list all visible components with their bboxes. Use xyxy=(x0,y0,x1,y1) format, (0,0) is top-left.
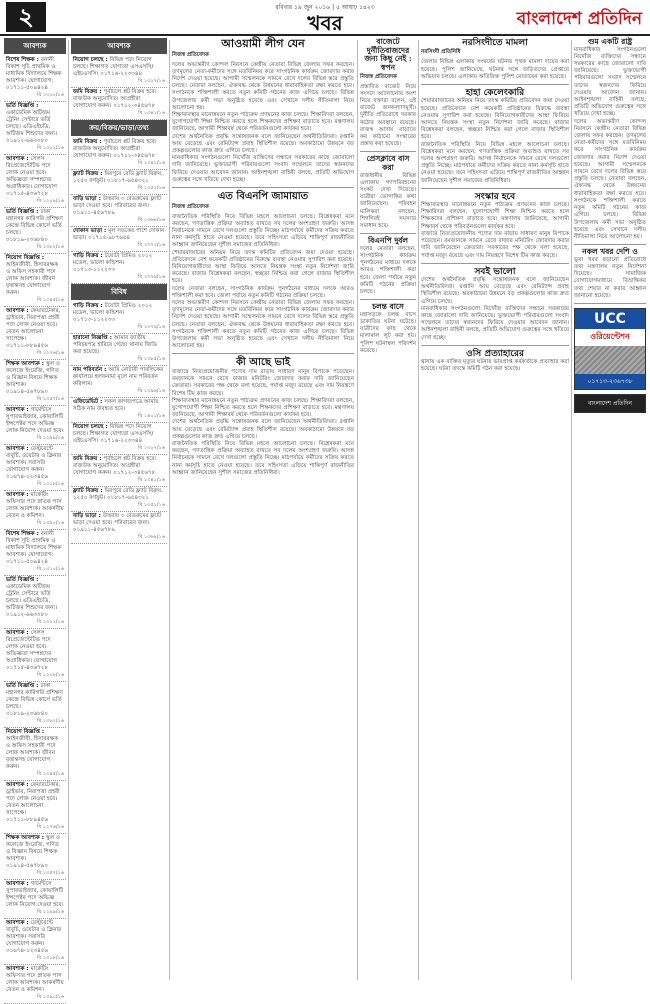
classifieds-heading-bottom: বিবিধ xyxy=(71,284,167,300)
classified-item-text: কেয়ারটেকার, ড্রাইভার, নিরাপত্তা প্রহরী পদে লোক নেওয়া হবে। বেতন আলোচনা সাপেক্ষে। ০১৭১১-৮৮৯৪৫৬ xyxy=(6,782,61,823)
classified-item-text: স্কুল ও কলেজে ইংরেজি, গণিত ও বিজ্ঞান বিষয়ে শিক্ষক আবশ্যক। ০১৯১৪-৫৬৭৮৯০ xyxy=(6,361,61,395)
story13-body-cont: দলের অভ্যন্তরীণ কোন্দল নিরসনে কেন্দ্রীয় নেতারা বিভিন্ন জেলায় সফর করছেন। তৃণমূলের নেতা-কর্মীদের সঙ্গে মতবিনিময় করে সাংগঠনিক কার্যক্রম জোরদার করার নির্দেশ দেওয়া হয়েছে। আগামী সম্মেলনকে সামনে রেখে দলের বিভিন্ন স্তরে প্রস্তুতি চলছে। নেতারা বলছেন, ঐক্যবদ্ধ থেকে উন্নয়নের ধারাবাহিকতা রক্ষা করতে হবে। সংগঠনকে শক্তিশালী করতে নতুন কমিটি গঠনের কাজ এগিয়ে চলছে। বিভিন্ন উপজেলায় কর্মী সভা অনুষ্ঠিত হয়েছে এবং সেখানে দলীয় নীতিমালা নিয়ে আলোচনা হয়। xyxy=(574,118,646,240)
classified-item-title: ভর্তি বিজ্ঞপ্তি : xyxy=(6,103,39,109)
classified-item-code: বি ১২০৮/১৬ xyxy=(37,672,64,678)
classified-item-title: আবশ্যক : xyxy=(6,446,31,452)
classifieds-mid-list-middle xyxy=(71,138,167,284)
classified-item-text: সেলস রিপ্রেজেন্টেটিভ পদে লোক নেওয়া হবে। অভিজ্ঞতা সম্পন্নদের অগ্রাধিকার। যোগাযোগ ০১৭১৫-৪৩৬৭২৮ xyxy=(6,630,57,671)
classified-item xyxy=(4,728,66,781)
classified-item-text: একাডেমিক অটিজম ট্রেনিং সেন্টারে ভর্তি চলছে। এডিএইচডি, অটিজম শিশুদের জন্য। ০১৯১২-৬৬৩০৮০ xyxy=(6,584,58,618)
story3-byline: নরসিংদী প্রতিনিধি xyxy=(421,49,461,56)
classified-item-title: বাড়ি ভাড়া : xyxy=(73,196,103,202)
story9-body-cont: বাজারে নিত্যপ্রয়োজনীয় পণ্যের দাম বাড়ায় সাধারণ মানুষ বিপাকে পড়েছেন। রমজানকে সামনে রেখে বাজার মনিটরিং জোরদার করার দাবি জানিয়েছেন ক্রেতারা। সরকারের পক্ষ থেকে বলা হয়েছে, পর্যাপ্ত মজুদ রয়েছে এবং দাম নিয়ন্ত্রণে বিশেষ টিম কাজ করছে। xyxy=(421,230,569,259)
classified-item-title: নিয়োগ চলছে : xyxy=(73,57,110,63)
story6-body: দলের নেতারা বলছেন, সাংগঠনিক কার্যক্রম পুনর্গঠনের মাধ্যমে দলকে আরও শক্তিশালী করা হবে। জেলা পর্যায়ে নতুন কমিটি গঠনের প্রক্রিয়া চলছে। xyxy=(360,245,416,296)
story13-body: মানবাধিকার সংগঠনগুলো নিখোঁজ ব্যক্তিদের সন্ধানে সরকারের কাছে জোরালো দাবি জানিয়েছে। ভুক্তভোগী পরিবারগুলো সংবাদ সম্মেলনে তাদের স্বজনদের ফিরিয়ে দেওয়ার আবেদন জানান। আইনশৃঙ্খলা বাহিনী বলছে, প্রতিটি অভিযোগ গুরুত্বের সঙ্গে খতিয়ে দেখা হচ্ছে। xyxy=(574,46,646,118)
story4-body: শেয়ারবাজারের অনিয়ম নিয়ে তদন্ত কমিটির প্রতিবেদন জমা দেওয়া হয়েছে। প্রতিবেদনে বেশ কয়েকটি প্রতিষ্ঠানের বিরুদ্ধে ব্যবস্থা নেওয়ার সুপারিশ করা হয়েছে। বিনিয়োগকারীদের আস্থা ফিরিয়ে আনতে নিয়ন্ত্রক সংস্থা নতুন নির্দেশনা জারি করেছে। বাজার বিশ্লেষকরা বলছেন, স্বচ্ছতা নিশ্চিত করা গেলে বাজার স্থিতিশীল হবে। xyxy=(421,98,569,141)
classified-item-title: আবশ্যক : xyxy=(6,782,31,788)
classified-item-text: আমার জাতীয় পরিচয়পত্র হারিয়ে গেছে। থানায় জিডি করা হয়েছে। xyxy=(73,335,157,355)
classified-item-text: বনানী বিকাশ সূচি প্রাথমিক ও মাধ্যমিক বিদ্যালয়ে শিক্ষক আবশ্যক। যোগাযোগ: ০১৭১১-৫০৯৪২৪ xyxy=(6,531,62,565)
classified-item-title: বিশেষ শিক্ষক : xyxy=(6,57,41,63)
classified-item-text: সেলস রিপ্রেজেন্টেটিভ পদে লোক নেওয়া হবে। অভিজ্ঞতা সম্পন্নদের অগ্রাধিকার। যোগাযোগ ০১৭১৫-৪৩৬৭২৮ xyxy=(6,156,57,197)
classified-item-text: ঢাকা মহানগর কারিগরি প্রশিক্ষণ কেন্দ্রে বিভিন্ন কোর্সে ভর্তি চলছে। ০১৮১৯-২৩৬৮৪০ xyxy=(6,683,63,717)
classified-item-code: বি ১৩১৮/১৬ xyxy=(37,955,64,961)
story12-body: মহাসড়কে চলন্ত বাসে ডাকাতির ঘটনা ঘটেছে। যাত্রীদের কাছ থেকে মালামাল লুট করা হয়। পুলিশ ঘটনাস্থল পরিদর্শন করেছে। xyxy=(360,311,416,354)
classified-item-code: বি ১৩৪৫/১৬ xyxy=(37,771,64,777)
classified-item-code: বি ১৩২৭/১৬ xyxy=(138,445,165,451)
story2-headline: বাজেটে দুর্নীতিবাজদের জন্য কিছু নেই : স্বপন xyxy=(364,37,412,72)
classified-item-code: বি ১২৭৬/১৬ xyxy=(37,350,64,356)
classified-item-title: গাড়ি বিক্রয় : xyxy=(73,303,105,309)
classified-item xyxy=(71,252,167,284)
story12-headline: চলন্ত বাসে xyxy=(372,302,404,312)
classified-item xyxy=(71,56,167,88)
classified-item-title: বিশেষ শিক্ষক : xyxy=(6,531,41,537)
story10-body-cont: মানবাধিকার সংগঠনগুলো নিখোঁজ ব্যক্তিদের সন্ধানে সরকারের কাছে জোরালো দাবি জানিয়েছে। ভুক্তভোগী পরিবারগুলো সংবাদ সম্মেলনে তাদের স্বজনদের ফিরিয়ে দেওয়ার আবেদন জানান। আইনশৃঙ্খলা বাহিনী বলছে, প্রতিটি অভিযোগ গুরুত্বের সঙ্গে খতিয়ে দেখা হচ্ছে। xyxy=(421,305,569,341)
classified-item xyxy=(71,170,167,195)
classifieds-mid-column xyxy=(71,38,167,984)
classified-item-title: আবশ্যক : xyxy=(6,630,31,636)
story8-body-cont2: দেশের অর্থনৈতিক প্রবৃদ্ধি সন্তোষজনক বলে জানিয়েছেন অর্থনীতিবিদরা। রপ্তানি আয় বেড়েছে এবং রেমিট্যান্স প্রবাহ স্থিতিশীল রয়েছে। অবকাঠামো উন্নয়নে বড় প্রকল্পগুলোর কাজ দ্রুত এগিয়ে চলছে। xyxy=(172,419,354,440)
classified-item xyxy=(4,155,66,208)
classified-item-code: বি ১৩১০/১৬ xyxy=(37,566,64,572)
classified-item xyxy=(71,423,167,455)
classified-item-title: ভর্তি বিজ্ঞপ্তি : xyxy=(6,577,39,583)
classified-item xyxy=(71,195,167,227)
classified-item-code: বি ১৩৫৭/১৬ xyxy=(37,396,64,402)
classified-item-title: ভর্তি বিজ্ঞপ্তি : xyxy=(6,209,41,215)
classified-item-text: পূর্বাচলে প্লট বিক্রয় হবে। রাজউক অনুমোদিত। আগ্রহীরা যোগাযোগ করুন। ০১৭১২-৩৪৫৬৭৮ xyxy=(73,139,157,159)
story8-body: বাজারে নিত্যপ্রয়োজনীয় পণ্যের দাম বাড়ায় সাধারণ মানুষ বিপাকে পড়েছেন। রমজানকে সামনে রেখে বাজার মনিটরিং জোরদার করার দাবি জানিয়েছেন ক্রেতারা। সরকারের পক্ষ থেকে বলা হয়েছে, পর্যাপ্ত মজুদ রয়েছে এবং দাম নিয়ন্ত্রণে বিশেষ টিম কাজ করছে। xyxy=(172,368,354,397)
classified-item xyxy=(71,88,167,120)
story14-body: ভুয়া খবর ছড়ানো প্রতিরোধে তথ্য মন্ত্রণালয় নতুন নির্দেশনা দিয়েছে। সামাজিক যোগাযোগমাধ্যমে বিভ্রান্তিকর তথ্য শেয়ার না করার আহ্বান জানানো হয়েছে। xyxy=(574,256,646,299)
classified-item-text: উত্তরায় ৩ বেডরুমের ফ্ল্যাট ভাড়া দেওয়া হবে। পরিবারের জন্য। ০১৯১১-৪৫৬৭৮৯ xyxy=(73,196,162,216)
classified-item-text: স্কুল ও কলেজে ইংরেজি, গণিত ও বিজ্ঞান বিষয়ে শিক্ষক আবশ্যক। ০১৯১৪-৫৬৭৮৯০ xyxy=(6,835,61,869)
classified-item-text: রেস্টুরেন্টে বাবুর্চি, ওয়েটার ও ক্লিনার আবশ্যক। সরাসরি যোগাযোগ করুন। ০১৬৭৪-১২৩৪৫৬ xyxy=(6,920,62,954)
classified-item xyxy=(4,307,66,360)
classified-item-code: বি ১৩৬৮/১৬ xyxy=(138,534,165,540)
section-title: খবর xyxy=(307,11,343,35)
classified-item-text: কেয়ারটেকার, ড্রাইভার, নিরাপত্তা প্রহরী পদে লোক নেওয়া হবে। বেতন আলোচনা সাপেক্ষে। ০১৭১১-৮৮৯৪৫৬ xyxy=(6,308,61,349)
classified-item-text: আইনজীবী, হিসাবরক্ষক ও অফিস সহকারী পদে লোক আবশ্যক। জীবন বৃত্তান্তসহ যোগাযোগ করুন। xyxy=(6,262,59,296)
classified-item-text: গার্মেন্টসে সুপারভাইজার, কোয়ালিটি ইন্সপেক্টর পদে অভিজ্ঞ লোক নিয়োগ দেওয়া হবে। xyxy=(6,881,64,908)
classified-item-title: আবশ্যক : xyxy=(6,881,31,887)
story3-body: জেলার বিভিন্ন এলাকায় সংঘর্ষের ঘটনায় পৃথক মামলা দায়ের করা হয়েছে। পুলিশ জানিয়েছে, ঘটনার সঙ্গে জড়িতদের গ্রেপ্তারে অভিযান চলছে। এলাকায় অতিরিক্ত পুলিশ মোতায়েন করা হয়েছে। xyxy=(421,59,569,80)
classified-item-text: ঢাকা মহানগর কারিগরি প্রশিক্ষণ কেন্দ্রে বিভিন্ন কোর্সে ভর্তি চলছে। ০১৮১৯-২৩৬৮৪০ xyxy=(6,209,63,243)
classified-item-code: বি ১৩২৭/১৬ xyxy=(138,78,165,84)
story4-body-cont: রাজনৈতিক পরিস্থিতি নিয়ে বিভিন্ন মহলে আলোচনা চলছে। বিশ্লেষকরা মনে করছেন, গণতান্ত্রিক প্রক্রিয়া অব্যাহত রাখতে সব দলের অংশগ্রহণ জরুরি। আসন্ন নির্বাচনকে সামনে রেখে দলগুলো প্রস্তুতি নিচ্ছে। মাঠপর্যায়ে কর্মীদের সক্রিয় করতে নানা কর্মসূচি হাতে নেওয়া হয়েছে। তবে সহিংসতা এড়িয়ে শান্তিপূর্ণ রাজনীতির আহ্বান জানিয়েছেন সুশীল সমাজের প্রতিনিধিরা। xyxy=(421,141,569,184)
story10-headline: সবই ভালো xyxy=(474,266,516,277)
classified-item-text: আমি নোটারী পাবলিকের কার্যালয়ে হলফনামা মূলে নাম পরিবর্তন করিলাম। xyxy=(73,367,164,387)
story14-headline: নকল খবর দেশি ও xyxy=(582,247,638,257)
story8-body-cont3: রাজনৈতিক পরিস্থিতি নিয়ে বিভিন্ন মহলে আলোচনা চলছে। বিশ্লেষকরা মনে করছেন, গণতান্ত্রিক প্রক্রিয়া অব্যাহত রাখতে সব দলের অংশগ্রহণ জরুরি। আসন্ন নির্বাচনকে সামনে রেখে দলগুলো প্রস্তুতি নিচ্ছে। মাঠপর্যায়ে কর্মীদের সক্রিয় করতে নানা কর্মসূচি হাতে নেওয়া হয়েছে। তবে সহিংসতা এড়িয়ে শান্তিপূর্ণ রাজনীতির আহ্বান জানিয়েছেন সুশীল সমাজের প্রতিনিধিরা। xyxy=(172,440,354,476)
classified-item-title: আবশ্যক : xyxy=(6,407,31,413)
classified-item-title: আবশ্যক : xyxy=(6,966,31,972)
story5-body: রাজধানীর বিভিন্ন এলাকায় গণপরিবহনের সংকট দেখা দিয়েছে। যাত্রীরা ভোগান্তির কথা জানিয়েছেন। পরিবহন মালিকরা বলছেন, শিগগিরই সমস্যার সমাধান হবে। xyxy=(360,172,416,229)
classified-item xyxy=(71,512,167,544)
classified-item-code: বি ১২০৮/১৬ xyxy=(37,198,64,204)
story8-headline: কী আছে ভাই xyxy=(235,357,291,369)
classified-item-code: বি ১২৯৯/১৬ xyxy=(37,909,64,915)
story13-headline: গুম একটি রাষ্ট্র xyxy=(587,37,633,46)
classified-item-code: বি ১৩৯০/১৬ xyxy=(37,520,64,526)
classified-item xyxy=(71,227,167,252)
classified-item xyxy=(4,56,66,102)
classified-item xyxy=(4,682,66,728)
story1-body-cont2: দেশের অর্থনৈতিক প্রবৃদ্ধি সন্তোষজনক বলে জানিয়েছেন অর্থনীতিবিদরা। রপ্তানি আয় বেড়েছে এবং রেমিট্যান্স প্রবাহ স্থিতিশীল রয়েছে। অবকাঠামো উন্নয়নে বড় প্রকল্পগুলোর কাজ দ্রুত এগিয়ে চলছে। xyxy=(172,133,354,155)
story9-headline: সংস্কার হবে xyxy=(474,191,516,202)
news-column-left xyxy=(172,38,354,984)
classified-item-code: বি ১৩৯৬/১৬ xyxy=(138,388,165,394)
masthead xyxy=(0,0,650,36)
classified-item-text: সকল কাগজপত্রে আমার সঠিক নাম ব্যবহৃত হবে। xyxy=(73,399,159,412)
classified-item-text: টয়োটা প্রিমিও ২০১২ মডেল, ভালো কন্ডিশন। ০১৭১৩-১১২২৩৩ xyxy=(73,253,153,273)
classified-item xyxy=(71,455,167,487)
page-number: ২ xyxy=(6,2,46,32)
story1-body-cont: শিক্ষাব্যবস্থার মানোন্নয়নে নতুন পাঠ্যক্রম প্রণয়নের কাজ চলছে। শিক্ষাবিদরা বলছেন, যুগোপযোগী শিক্ষা নিশ্চিত করতে হলে শিক্ষকদের প্রশিক্ষণ বাড়াতে হবে। মন্ত্রণালয় জানিয়েছে, আগামী শিক্ষাবর্ষ থেকে পরিবর্তনগুলো কার্যকর হবে। xyxy=(172,112,354,133)
story7-body-cont2: দলের নেতারা বলছেন, সাংগঠনিক কার্যক্রম পুনর্গঠনের মাধ্যমে দলকে আরও শক্তিশালী করা হবে। জেলা পর্যায়ে নতুন কমিটি গঠনের প্রক্রিয়া চলছে। xyxy=(172,285,354,299)
story2-byline: নিজস্ব প্রতিবেদক xyxy=(360,73,397,80)
classified-item-code: বি ১৩৮৫/১৬ xyxy=(138,356,165,362)
classified-item-code: বি ১৩৮২/১৬ xyxy=(37,718,64,724)
classified-item-code: বি ১৩৫২/১৬ xyxy=(138,185,165,191)
classified-item xyxy=(71,334,167,366)
classified-item-code: বি ১৩৪১/১৬ xyxy=(138,110,165,116)
classifieds-heading-mid: ক্রয়/বিক্রয়/ভাড়া/তথ্য xyxy=(71,120,167,136)
classified-item-text: মিরপুরে রেডি ফ্ল্যাট বিক্রয়, ১২৫০ বর্গফুট। ০১৮১৭-৬৫৪৩২১ xyxy=(73,488,163,501)
classified-item-text: বনানী বিকাশ সূচি প্রাথমিক ও মাধ্যমিক বিদ্যালয়ে শিক্ষক আবশ্যক। যোগাযোগ: ০১৭১১-৫০৯৪২৪ xyxy=(6,57,62,91)
classified-item xyxy=(71,138,167,170)
story7-body: রাজনৈতিক পরিস্থিতি নিয়ে বিভিন্ন মহলে আলোচনা চলছে। বিশ্লেষকরা মনে করছেন, গণতান্ত্রিক প্রক্রিয়া অব্যাহত রাখতে সব দলের অংশগ্রহণ জরুরি। আসন্ন নির্বাচনকে সামনে রেখে দলগুলো প্রস্তুতি নিচ্ছে। মাঠপর্যায়ে কর্মীদের সক্রিয় করতে নানা কর্মসূচি হাতে নেওয়া হয়েছে। তবে সহিংসতা এড়িয়ে শান্তিপূর্ণ রাজনীতির আহ্বান জানিয়েছেন সুশীল সমাজের প্রতিনিধিরা। xyxy=(172,213,354,249)
classified-item-code: বি ১৩২১/১৬ xyxy=(37,145,64,151)
story11-headline: ওসি প্রত্যাহারের xyxy=(466,348,524,359)
classified-item xyxy=(4,781,66,834)
classified-item-title: জমি বিক্রয় : xyxy=(73,139,104,145)
classified-item-text: একাডেমিক অটিজম ট্রেনিং সেন্টারে ভর্তি চলছে। এডিএইচডি, অটিজম শিশুদের জন্য। ০১৯১২-৬৬৩০৮০ xyxy=(6,110,58,144)
classified-item xyxy=(4,880,66,919)
story7-byline: নিজস্ব প্রতিবেদক xyxy=(172,203,209,210)
classified-item-code: বি ১৩৫২/১৬ xyxy=(138,502,165,508)
classified-item-code: বি ১৩১৮/১৬ xyxy=(37,481,64,487)
story6-headline: বিএনপি দুর্বল xyxy=(367,236,409,246)
classified-item-title: নিয়োগ চলছে : xyxy=(73,424,110,430)
classified-item-text: মার্কেটিং অফিসার পদে স্নাতক পাস লোক আবশ্যক। আকর্ষণীয় বেতন ও কমিশন। xyxy=(6,492,64,519)
story7-body-cont: শেয়ারবাজারের অনিয়ম নিয়ে তদন্ত কমিটির প্রতিবেদন জমা দেওয়া হয়েছে। প্রতিবেদনে বেশ কয়েকটি প্রতিষ্ঠানের বিরুদ্ধে ব্যবস্থা নেওয়ার সুপারিশ করা হয়েছে। বিনিয়োগকারীদের আস্থা ফিরিয়ে আনতে নিয়ন্ত্রক সংস্থা নতুন নির্দেশনা জারি করেছে। বাজার বিশ্লেষকরা বলছেন, স্বচ্ছতা নিশ্চিত করা গেলে বাজার স্থিতিশীল হবে। xyxy=(172,249,354,285)
classified-item-code: বি ১২৯৯/১৬ xyxy=(37,435,64,441)
classified-item-title: নিয়োগ বিজ্ঞপ্তি : xyxy=(6,255,45,261)
story1-body: দলের অভ্যন্তরীণ কোন্দল নিরসনে কেন্দ্রীয় নেতারা বিভিন্ন জেলায় সফর করছেন। তৃণমূলের নেতা-কর্মীদের সঙ্গে মতবিনিময় করে সাংগঠনিক কার্যক্রম জোরদার করার নির্দেশ দেওয়া হয়েছে। আগামী সম্মেলনকে সামনে রেখে দলের বিভিন্ন স্তরে প্রস্তুতি চলছে। নেতারা বলছেন, ঐক্যবদ্ধ থেকে উন্নয়নের ধারাবাহিকতা রক্ষা করতে হবে। সংগঠনকে শক্তিশালী করতে নতুন কমিটি গঠনের কাজ এগিয়ে চলছে। বিভিন্ন উপজেলায় কর্মী সভা অনুষ্ঠিত হয়েছে এবং সেখানে দলীয় নীতিমালা নিয়ে আলোচনা হয়। xyxy=(172,61,354,111)
classified-item xyxy=(4,102,66,155)
classified-item-title: আবশ্যক : xyxy=(6,492,31,498)
classified-item-title: আবশ্যক : xyxy=(6,156,31,162)
classified-item-title: হারানো বিজ্ঞপ্তি : xyxy=(73,335,114,341)
classified-item xyxy=(4,445,66,491)
story1-byline: নিজস্ব প্রতিবেদক xyxy=(172,51,209,58)
story3-headline: নরসিংদীতে মামলা xyxy=(462,38,528,48)
classified-item-code: বি ১৩৭৩/১৬ xyxy=(138,242,165,248)
ucc-ad-phone: ০১৭১৩-২৩৬৭৩৮ xyxy=(575,374,645,389)
classified-item xyxy=(4,965,66,1004)
classified-item xyxy=(4,834,66,880)
classified-item-text: মার্কেটিং অফিসার পদে স্নাতক পাস লোক আবশ্যক। আকর্ষণীয় বেতন ও কমিশন। xyxy=(6,966,64,993)
classified-item-text: মূল সড়কের পাশে দোকান ভাড়া। ০১৭১৫-৯৮৭৬৫৪ xyxy=(73,228,165,241)
bottom-advertisement: বাংলাদেশ প্রতিদিন xyxy=(574,394,646,413)
classified-item-title: নাম পরিবর্তন : xyxy=(73,367,109,373)
classified-item xyxy=(4,629,66,682)
classified-item-code: বি ১৩১০/১৬ xyxy=(37,92,64,98)
classified-item-title: ফ্ল্যাট বিক্রয় : xyxy=(73,488,105,494)
classified-item xyxy=(4,491,66,530)
classified-item-title: আবশ্যক : xyxy=(6,920,31,926)
classified-item-code: বি ১৩৯০/১৬ xyxy=(37,994,64,1000)
classified-item xyxy=(71,398,167,423)
story4-headline: হাহা কেলেংকারি xyxy=(465,87,525,98)
newspaper-logo: বাংলাদেশ প্রতিদিন xyxy=(516,9,642,29)
classified-item-title: দোকান ভাড়া : xyxy=(73,228,109,234)
classified-item xyxy=(4,208,66,254)
ucc-ad-image xyxy=(575,346,645,374)
classified-item-text: বিভিন্ন পদে নিয়োগ চলছে। শিক্ষাগত যোগ্যতা এসএসসি/এইচএসসি। ০১৭১৬-২২৩৩৪৪ xyxy=(73,424,154,444)
classified-item xyxy=(4,530,66,576)
classified-item xyxy=(4,254,66,307)
classified-item xyxy=(4,919,66,965)
classified-item-title: বাড়ি ভাড়া : xyxy=(73,513,103,519)
classified-item-text: মিরপুরে রেডি ফ্ল্যাট বিক্রয়, ১২৫০ বর্গফুট। ০১৮১৭-৬৫৪৩২১ xyxy=(73,171,163,184)
classified-item xyxy=(71,366,167,398)
story7-headline: এত বিএনপি জামায়াত xyxy=(217,191,309,203)
classified-item-text: গার্মেন্টসে সুপারভাইজার, কোয়ালিটি ইন্সপেক্টর পদে অভিজ্ঞ লোক নিয়োগ দেওয়া হবে। xyxy=(6,407,64,434)
classified-item-text: টয়োটা প্রিমিও ২০১২ মডেল, ভালো কন্ডিশন। ০১৭১৩-১১২২৩৩ xyxy=(73,303,153,323)
news-column-far-right xyxy=(574,38,646,984)
classified-item-title: ফ্ল্যাট বিক্রয় : xyxy=(73,171,105,177)
classified-item-text: রেস্টুরেন্টে বাবুর্চি, ওয়েটার ও ক্লিনার আবশ্যক। সরাসরি যোগাযোগ করুন। ০১৬৭৪-১২৩৪৫৬ xyxy=(6,446,62,480)
story5-headline: প্রেসক্লাবে বাস করা xyxy=(366,154,410,172)
classified-item-code: বি ১৩৫৭/১৬ xyxy=(37,870,64,876)
classifieds-heading-top: আবশ্যক xyxy=(71,38,167,54)
story1-headline: আওয়ামী লীগ যেন xyxy=(221,37,305,50)
story2-body: প্রস্তাবিত বাজেট নিয়ে সংসদে আলোচনায় অংশ নিয়ে বক্তারা বলেন, এই বাজেট জনকল্যাণমুখী। দুর্নীতি প্রতিরোধে সরকার কঠোর অবস্থানে রয়েছে। রাজস্ব আদায় বাড়াতে কর কাঠামো সংস্কারের প্রস্তাব করা হয়েছে। xyxy=(360,83,416,148)
classified-item-title: জমি বিক্রয় : xyxy=(73,89,104,95)
classified-item-code: বি ১৩৮২/১৬ xyxy=(37,244,64,250)
classified-item xyxy=(71,302,167,334)
classified-item-code: বি ১৩৭৯/১৬ xyxy=(138,324,165,330)
classified-item-title: শিক্ষক আবশ্যক : xyxy=(6,361,46,367)
classified-item xyxy=(71,487,167,512)
classifieds-mid-list-bottom xyxy=(71,302,167,544)
classifieds-mid-list-top xyxy=(71,56,167,120)
ucc-advertisement[interactable] xyxy=(574,308,646,390)
classified-item-title: আবশ্যক : xyxy=(6,308,31,314)
classified-item-code: বি ১৩৪৫/১৬ xyxy=(37,297,64,303)
classified-item-text: উত্তরায় ৩ বেডরুমের ফ্ল্যাট ভাড়া দেওয়া হবে। পরিবারের জন্য। ০১৯১১-৪৫৬৭৮৯ xyxy=(73,513,162,533)
classified-item-code: বি ১৪০১/১৬ xyxy=(138,413,165,419)
classified-item-text: পূর্বাচলে প্লট বিক্রয় হবে। রাজউক অনুমোদিত। আগ্রহীরা যোগাযোগ করুন। ০১৭১২-৩৪৫৬৭৮ xyxy=(73,89,157,109)
date-line: রবিবার ১৯ জুন ২০১৬ | ৫ আষাঢ় ১৪২৩ xyxy=(275,4,375,11)
classified-item-code: বি ১৩৪১/১৬ xyxy=(138,160,165,166)
story9-body: শিক্ষাব্যবস্থার মানোন্নয়নে নতুন পাঠ্যক্রম প্রণয়নের কাজ চলছে। শিক্ষাবিদরা বলছেন, যুগোপযোগী শিক্ষা নিশ্চিত করতে হলে শিক্ষকদের প্রশিক্ষণ বাড়াতে হবে। মন্ত্রণালয় জানিয়েছে, আগামী শিক্ষাবর্ষ থেকে পরিবর্তনগুলো কার্যকর হবে। xyxy=(421,202,569,230)
classified-item-title: এফিডেভিট : xyxy=(73,399,105,405)
classified-item-title: জমি বিক্রয় : xyxy=(73,456,104,462)
classified-item-code: বি ১৩২১/১৬ xyxy=(37,619,64,625)
classifieds-heading: আবশ্যক xyxy=(4,38,66,54)
classified-item-text: বিভিন্ন পদে নিয়োগ চলছে। শিক্ষাগত যোগ্যতা এসএসসি/এইচএসসি। ০১৭১৬-২২৩৩৪৪ xyxy=(73,57,154,77)
story11-body: থানায় এক ব্যক্তির মৃত্যুর ঘটনায় ভারপ্রাপ্ত কর্মকর্তাকে প্রত্যাহার করা হয়েছে। ঘটনা তদন্তে কমিটি গঠন করা হয়েছে। xyxy=(421,359,569,373)
story10-body: দেশের অর্থনৈতিক প্রবৃদ্ধি সন্তোষজনক বলে জানিয়েছেন অর্থনীতিবিদরা। রপ্তানি আয় বেড়েছে এবং রেমিট্যান্স প্রবাহ স্থিতিশীল রয়েছে। অবকাঠামো উন্নয়নে বড় প্রকল্পগুলোর কাজ দ্রুত এগিয়ে চলছে। xyxy=(421,277,569,305)
classified-item-text: আইনজীবী, হিসাবরক্ষক ও অফিস সহকারী পদে লোক আবশ্যক। জীবন বৃত্তান্তসহ যোগাযোগ করুন। xyxy=(6,736,59,770)
classified-item-title: গাড়ি বিক্রয় : xyxy=(73,253,105,259)
classified-item-code: বি ১৩৪১/১৬ xyxy=(138,477,165,483)
classified-item-code: বি ১২৭৬/১৬ xyxy=(37,824,64,830)
story8-body-cont: শিক্ষাব্যবস্থার মানোন্নয়নে নতুন পাঠ্যক্রম প্রণয়নের কাজ চলছে। শিক্ষাবিদরা বলছেন, যুগোপযোগী শিক্ষা নিশ্চিত করতে হলে শিক্ষকদের প্রশিক্ষণ বাড়াতে হবে। মন্ত্রণালয় জানিয়েছে, আগামী শিক্ষাবর্ষ থেকে পরিবর্তনগুলো কার্যকর হবে। xyxy=(172,397,354,419)
classified-item-title: শিক্ষক আবশ্যক : xyxy=(6,835,46,841)
news-column-right xyxy=(421,38,569,984)
classified-item-code: বি ১৩৬৮/১৬ xyxy=(138,217,165,223)
classified-item xyxy=(4,406,66,445)
classified-item-title: ভর্তি বিজ্ঞপ্তি : xyxy=(6,683,41,689)
story7-body-cont3: দলের অভ্যন্তরীণ কোন্দল নিরসনে কেন্দ্রীয় নেতারা বিভিন্ন জেলায় সফর করছেন। তৃণমূলের নেতা-কর্মীদের সঙ্গে মতবিনিময় করে সাংগঠনিক কার্যক্রম জোরদার করার নির্দেশ দেওয়া হয়েছে। আগামী সম্মেলনকে সামনে রেখে দলের বিভিন্ন স্তরে প্রস্তুতি চলছে। নেতারা বলছেন, ঐক্যবদ্ধ থেকে উন্নয়নের ধারাবাহিকতা রক্ষা করতে হবে। সংগঠনকে শক্তিশালী করতে নতুন কমিটি গঠনের কাজ এগিয়ে চলছে। বিভিন্ন উপজেলায় কর্মী সভা অনুষ্ঠিত হয়েছে এবং সেখানে দলীয় নীতিমালা নিয়ে আলোচনা হয়। xyxy=(172,300,354,350)
classifieds-left-column xyxy=(4,38,66,1000)
classified-item-text: পূর্বাচলে প্লট বিক্রয় হবে। রাজউক অনুমোদিত। আগ্রহীরা যোগাযোগ করুন। ০১৭১২-৩৪৫৬৭৮ xyxy=(73,456,157,476)
story1-body-cont3: মানবাধিকার সংগঠনগুলো নিখোঁজ ব্যক্তিদের সন্ধানে সরকারের কাছে জোরালো দাবি জানিয়েছে। ভুক্তভোগী পরিবারগুলো সংবাদ সম্মেলনে তাদের স্বজনদের ফিরিয়ে দেওয়ার আবেদন জানান। আইনশৃঙ্খলা বাহিনী বলছে, প্রতিটি অভিযোগ গুরুত্বের সঙ্গে খতিয়ে দেখা হচ্ছে। xyxy=(172,155,354,183)
classified-item xyxy=(4,360,66,406)
classified-item-code: বি ১৩৭৯/১৬ xyxy=(138,274,165,280)
classified-item xyxy=(4,576,66,629)
news-column-narrow xyxy=(360,38,416,984)
classifieds-left-list xyxy=(4,56,66,1004)
ucc-ad-subtitle: ওরিয়েন্টেশন xyxy=(590,331,630,341)
classified-item-title: নিয়োগ বিজ্ঞপ্তি : xyxy=(6,729,45,735)
ucc-ad-title: UCC xyxy=(575,309,645,329)
